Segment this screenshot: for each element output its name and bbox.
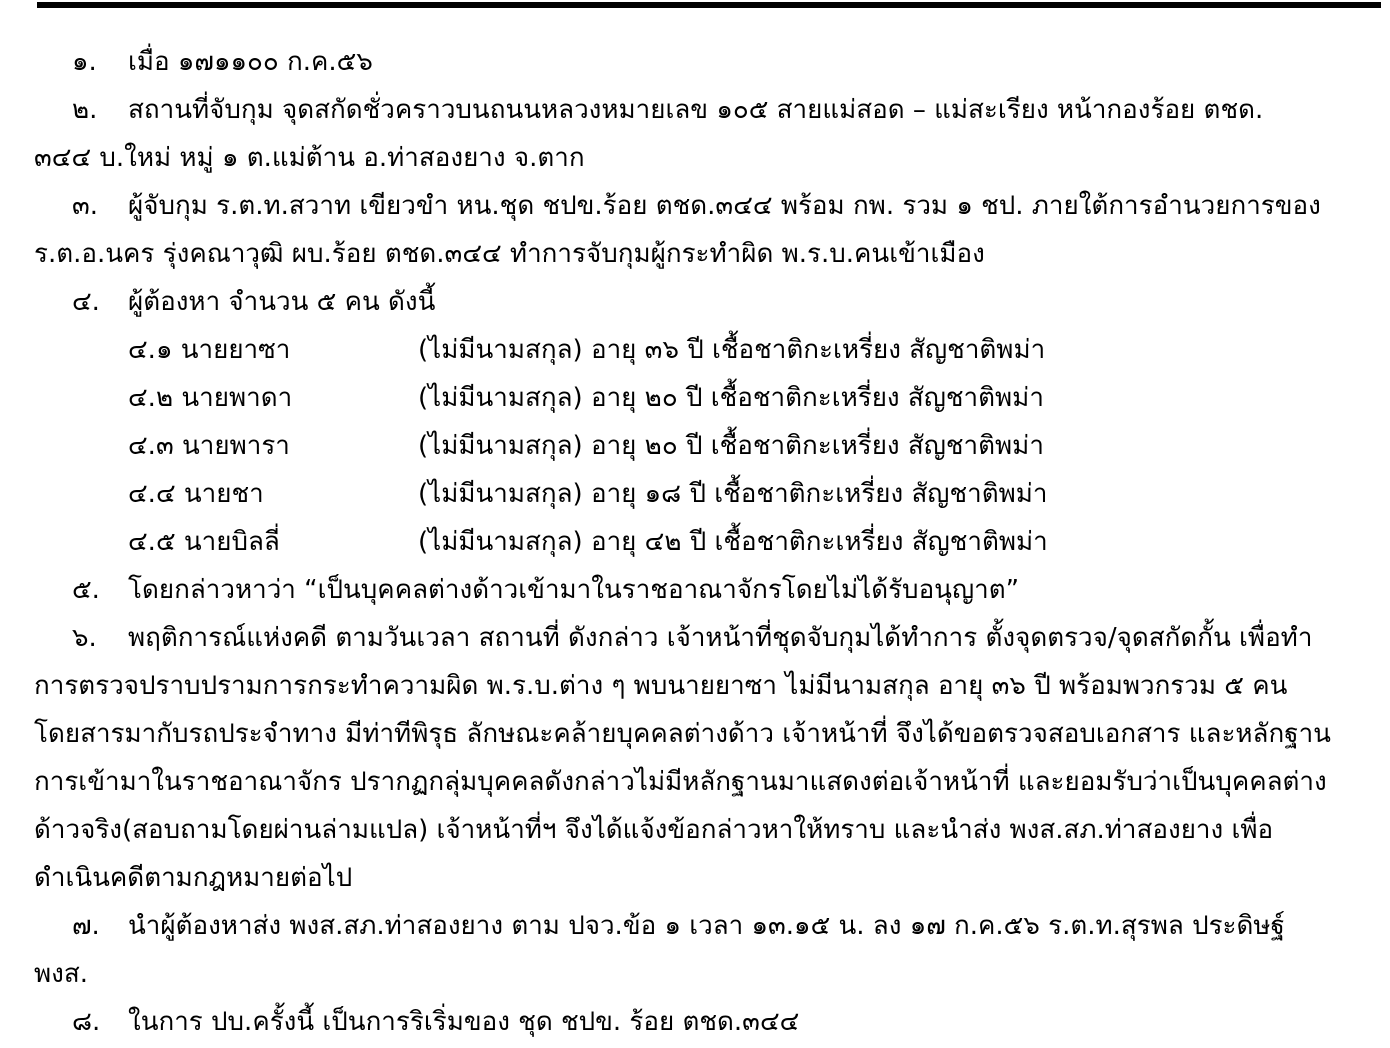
item-3-continuation xyxy=(34,230,1354,278)
item-6-continuation xyxy=(34,758,1354,806)
item-6-number: ๖. xyxy=(72,623,97,653)
item-7-continuation xyxy=(34,950,1354,998)
item-8 xyxy=(34,998,1354,1046)
suspect-name: ๔.๓ นายพารา xyxy=(128,431,290,461)
item-6-continuation xyxy=(34,806,1354,854)
item-8-number: ๘. xyxy=(72,1007,101,1037)
item-6-text-cont: ดำเนินคดีตามกฎหมายต่อไป xyxy=(34,863,353,893)
suspect-name: ๔.๕ นายบิลลี่ xyxy=(128,527,280,557)
suspect-row xyxy=(34,374,1354,422)
item-1-number: ๑. xyxy=(72,47,97,77)
item-6-continuation xyxy=(34,854,1354,902)
item-1-text: เมื่อ ๑๗๑๑๐๐ ก.ค.๕๖ xyxy=(128,47,373,77)
suspect-details: (ไม่มีนามสกุล) อายุ ๒๐ ปี เชื้อชาติกะเหรี่ยง สัญชาติพม่า xyxy=(418,383,1044,413)
item-3-text-cont: ร.ต.อ.นคร รุ่งคณาวุฒิ ผบ.ร้อย ตชด.๓๔๔ ทำการจับกุมผู้กระทำผิด พ.ร.บ.คนเข้าเมือง xyxy=(34,239,985,269)
item-3 xyxy=(34,182,1354,230)
item-8-text: ในการ ปบ.ครั้งนี้ เป็นการริเริ่มของ ชุด ชปข. ร้อย ตชด.๓๔๔ xyxy=(128,1007,800,1037)
item-4 xyxy=(34,278,1354,326)
item-5 xyxy=(34,566,1354,614)
report-body xyxy=(34,38,1354,1046)
item-4-number: ๔. xyxy=(72,287,100,317)
item-6 xyxy=(34,614,1354,662)
suspect-details: (ไม่มีนามสกุล) อายุ ๑๘ ปี เชื้อชาติกะเหรี่ยง สัญชาติพม่า xyxy=(418,479,1048,509)
item-6-continuation xyxy=(34,662,1354,710)
suspect-name: ๔.๔ นายชา xyxy=(128,479,264,509)
suspect-row xyxy=(34,326,1354,374)
item-1 xyxy=(34,38,1354,86)
item-2-text-cont: ๓๔๔ บ.ใหม่ หมู่ ๑ ต.แม่ต้าน อ.ท่าสองยาง จ.ตาก xyxy=(34,143,585,173)
item-7-number: ๗. xyxy=(72,911,100,941)
item-6-text-cont: การตรวจปราบปรามการกระทำความผิด พ.ร.บ.ต่าง ๆ พบนายยาซา ไม่มีนามสกุล อายุ ๓๖ ปี พร้อมพวกรวม ๕ คน xyxy=(34,671,1288,701)
suspect-name: ๔.๒ นายพาดา xyxy=(128,383,293,413)
suspect-details: (ไม่มีนามสกุล) อายุ ๔๒ ปี เชื้อชาติกะเหรี่ยง สัญชาติพม่า xyxy=(418,527,1048,557)
item-2-text: สถานที่จับกุม จุดสกัดชั่วคราวบนถนนหลวงหมายเลข ๑๐๕ สายแม่สอด – แม่สะเรียง หน้ากองร้อย ตชด. xyxy=(128,95,1264,125)
item-6-text-cont: โดยสารมากับรถประจำทาง มีท่าทีพิรุธ ลักษณะคล้ายบุคคลต่างด้าว เจ้าหน้าที่ จึงได้ขอตรวจสอบเอกสาร และหลักฐาน xyxy=(34,719,1331,749)
suspect-name: ๔.๑ นายยาซา xyxy=(128,335,291,365)
item-7-text: นำผู้ต้องหาส่ง พงส.สภ.ท่าสองยาง ตาม ปจว.ข้อ ๑ เวลา ๑๓.๑๕ น. ลง ๑๗ ก.ค.๕๖ ร.ต.ท.สุรพล ประดิษฐ์ xyxy=(128,911,1285,941)
item-2 xyxy=(34,86,1354,134)
item-5-number: ๕. xyxy=(72,575,100,605)
suspect-row xyxy=(34,422,1354,470)
item-6-text: พฤติการณ์แห่งคดี ตามวันเวลา สถานที่ ดังกล่าว เจ้าหน้าที่ชุดจับกุมได้ทำการ ตั้งจุดตรวจ/จุดสกัดกั้น เพื่อทำ xyxy=(128,623,1313,653)
suspect-details: (ไม่มีนามสกุล) อายุ ๓๖ ปี เชื้อชาติกะเหรี่ยง สัญชาติพม่า xyxy=(418,335,1046,365)
item-7-text-cont: พงส. xyxy=(34,959,88,989)
suspect-row xyxy=(34,518,1354,566)
suspect-row xyxy=(34,470,1354,518)
item-5-text: โดยกล่าวหาว่า “เป็นบุคคลต่างด้าวเข้ามาในราชอาณาจักรโดยไม่ได้รับอนุญาต” xyxy=(128,575,1020,605)
item-7 xyxy=(34,902,1354,950)
item-6-text-cont: ด้าวจริง(สอบถามโดยผ่านล่ามแปล) เจ้าหน้าที่ฯ จึงได้แจ้งข้อกล่าวหาให้ทราบ และนำส่ง พงส.สภ.ท่าสองยาง เพื่อ xyxy=(34,815,1274,845)
item-4-text: ผู้ต้องหา จำนวน ๕ คน ดังนี้ xyxy=(128,287,436,317)
item-6-continuation xyxy=(34,710,1354,758)
top-rule xyxy=(37,2,1381,8)
item-2-number: ๒. xyxy=(72,95,98,125)
item-3-text: ผู้จับกุม ร.ต.ท.สวาท เขียวขำ หน.ชุด ชปข.ร้อย ตชด.๓๔๔ พร้อม กพ. รวม ๑ ชป. ภายใต้การอำนวยการของ xyxy=(128,191,1321,221)
suspect-details: (ไม่มีนามสกุล) อายุ ๒๐ ปี เชื้อชาติกะเหรี่ยง สัญชาติพม่า xyxy=(418,431,1044,461)
item-3-number: ๓. xyxy=(72,191,99,221)
item-6-text-cont: การเข้ามาในราชอาณาจักร ปรากฏกลุ่มบุคคลดังกล่าวไม่มีหลักฐานมาแสดงต่อเจ้าหน้าที่ และยอมรับว่าเป็นบุคคลต่าง xyxy=(34,767,1327,797)
item-2-continuation xyxy=(34,134,1354,182)
